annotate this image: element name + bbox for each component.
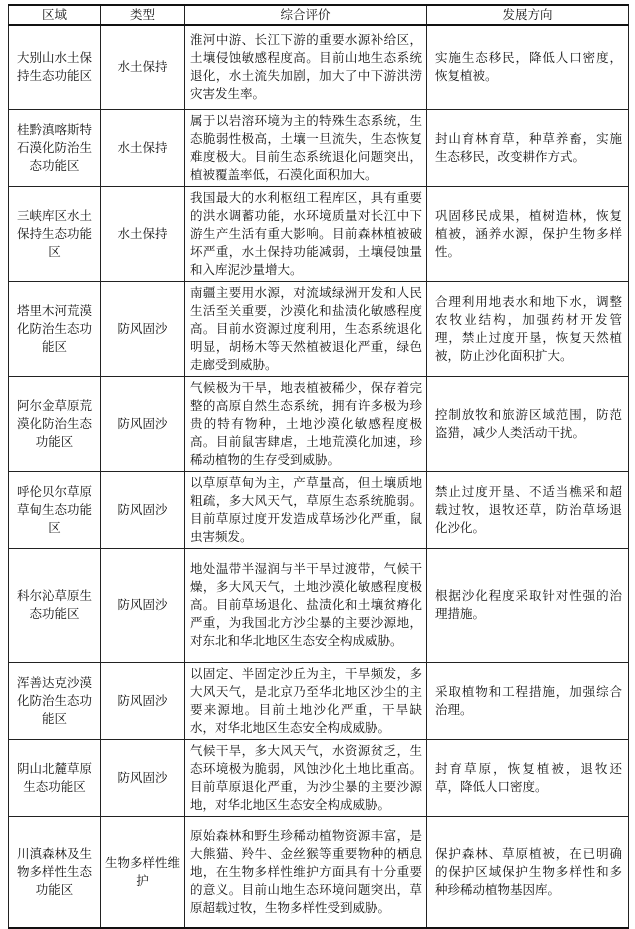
direction-cell: 实施生态移民，降低人口密度，恢复植被。 [427, 25, 629, 109]
table-row [9, 109, 629, 186]
direction-cell: 合理利用地表水和地下水，调整农牧业结构，加强药材开发管理，禁止过度开垦，恢复天然植被，防止沙化面积扩大。 [427, 281, 629, 376]
evaluation-cell: 属于以岩溶环境为主的特殊生态系统，生态脆弱性极高，土壤一旦流失，生态恢复难度极大。目前生态系统退化问题突出，植被覆盖率低，石漠化面积加大。 [185, 109, 427, 186]
table-body [9, 25, 629, 928]
evaluation-cell: 以固定、半固定沙丘为主，干旱频发，多大风天气，是北京乃至华北地区沙尘的主要来源地。目前土地沙化严重，干旱缺水，对华北地区生态安全构成威胁。 [185, 662, 427, 739]
evaluation-cell: 气候极为干旱，地表植被稀少，保存着完整的高原自然生态系统，拥有许多极为珍贵的特有物种，土地沙漠化敏感程度极高。目前鼠害肆虐，土地荒漠化加速，珍稀动植物的生存受到威胁。 [185, 376, 427, 471]
region-cell: 呼伦贝尔草原草甸生态功能区 [9, 471, 101, 548]
table-row [9, 739, 629, 816]
direction-cell: 采取植物和工程措施，加强综合治理。 [427, 662, 629, 739]
evaluation-cell: 地处温带半湿润与半干旱过渡带，气候干燥，多大风天气，土地沙漠化敏感程度极高。目前草场退化、盐渍化和土壤贫瘠化严重，为我国北方沙尘暴的主要沙源地，对东北和华北地区生态安全构成威胁。 [185, 548, 427, 662]
direction-cell: 封山育林育草，种草养畜，实施生态移民，改变耕作方式。 [427, 109, 629, 186]
region-cell: 阴山北麓草原生态功能区 [9, 739, 101, 816]
header-region: 区域 [9, 5, 101, 25]
table-row [9, 376, 629, 471]
type-cell: 防风固沙 [101, 548, 185, 662]
evaluation-cell: 以草原草甸为主，产草量高，但土壤质地粗疏，多大风天气，草原生态系统脆弱。目前草原过度开发造成草场沙化严重，鼠虫害频发。 [185, 471, 427, 548]
region-cell: 科尔沁草原生态功能区 [9, 548, 101, 662]
direction-cell: 根据沙化程度采取针对性强的治理措施。 [427, 548, 629, 662]
region-cell: 三峡库区水土保持生态功能区 [9, 186, 101, 281]
type-cell: 水土保持 [101, 109, 185, 186]
table-header [9, 5, 629, 25]
type-cell: 防风固沙 [101, 471, 185, 548]
direction-cell: 封育草原，恢复植被，退牧还草，降低人口密度。 [427, 739, 629, 816]
type-cell: 防风固沙 [101, 662, 185, 739]
table-row [9, 186, 629, 281]
header-evaluation: 综合评价 [185, 5, 427, 25]
region-cell: 阿尔金草原荒漠化防治生态功能区 [9, 376, 101, 471]
evaluation-cell: 原始森林和野生珍稀动植物资源丰富，是大熊猫、羚牛、金丝猴等重要物种的栖息地，在生物多样性维护方面具有十分重要的意义。目前山地生态环境问题突出，草原超载过牧，生物多样性受到威胁。 [185, 816, 427, 928]
region-cell: 塔里木河荒漠化防治生态功能区 [9, 281, 101, 376]
type-cell: 水土保持 [101, 186, 185, 281]
evaluation-cell: 淮河中游、长江下游的重要水源补给区，土壤侵蚀敏感程度高。目前山地生态系统退化，水土流失加剧，加大了中下游洪涝灾害发生率。 [185, 25, 427, 109]
direction-cell: 控制放牧和旅游区域范围，防范盗猎，减少人类活动干扰。 [427, 376, 629, 471]
region-cell: 桂黔滇喀斯特石漠化防治生态功能区 [9, 109, 101, 186]
table-row [9, 816, 629, 928]
header-row [9, 5, 629, 25]
region-cell: 浑善达克沙漠化防治生态功能区 [9, 662, 101, 739]
type-cell: 水土保持 [101, 25, 185, 109]
header-direction: 发展方向 [427, 5, 629, 25]
direction-cell: 巩固移民成果，植树造林，恢复植被，涵养水源，保护生物多样性。 [427, 186, 629, 281]
type-cell: 防风固沙 [101, 281, 185, 376]
ecological-zones-table [8, 4, 629, 929]
direction-cell: 禁止过度开垦、不适当樵采和超载过牧，退牧还草，防治草场退化沙化。 [427, 471, 629, 548]
type-cell: 防风固沙 [101, 376, 185, 471]
region-cell: 大别山水土保持生态功能区 [9, 25, 101, 109]
evaluation-cell: 我国最大的水利枢纽工程库区，具有重要的洪水调蓄功能，水环境质量对长江中下游生产生活有重大影响。目前森林植被破坏严重，水土保持功能减弱，土壤侵蚀量和入库泥沙量增大。 [185, 186, 427, 281]
type-cell: 防风固沙 [101, 739, 185, 816]
table-row [9, 471, 629, 548]
type-cell: 生物多样性维护 [101, 816, 185, 928]
evaluation-cell: 气候干旱，多大风天气，水资源贫乏，生态环境极为脆弱，风蚀沙化土地比重高。目前草原退化严重，为沙尘暴的主要沙源地，对华北地区生态安全构成威胁。 [185, 739, 427, 816]
direction-cell: 保护森林、草原植被，在已明确的保护区域保护生物多样性和多种珍稀动植物基因库。 [427, 816, 629, 928]
table-row [9, 548, 629, 662]
evaluation-cell: 南疆主要用水源，对流域绿洲开发和人民生活至关重要，沙漠化和盐渍化敏感程度高。目前水资源过度利用，生态系统退化明显，胡杨木等天然植被退化严重，绿色走廊受到威胁。 [185, 281, 427, 376]
table-row [9, 281, 629, 376]
table-row [9, 25, 629, 109]
region-cell: 川滇森林及生物多样性生态功能区 [9, 816, 101, 928]
header-type: 类型 [101, 5, 185, 25]
table-row [9, 662, 629, 739]
